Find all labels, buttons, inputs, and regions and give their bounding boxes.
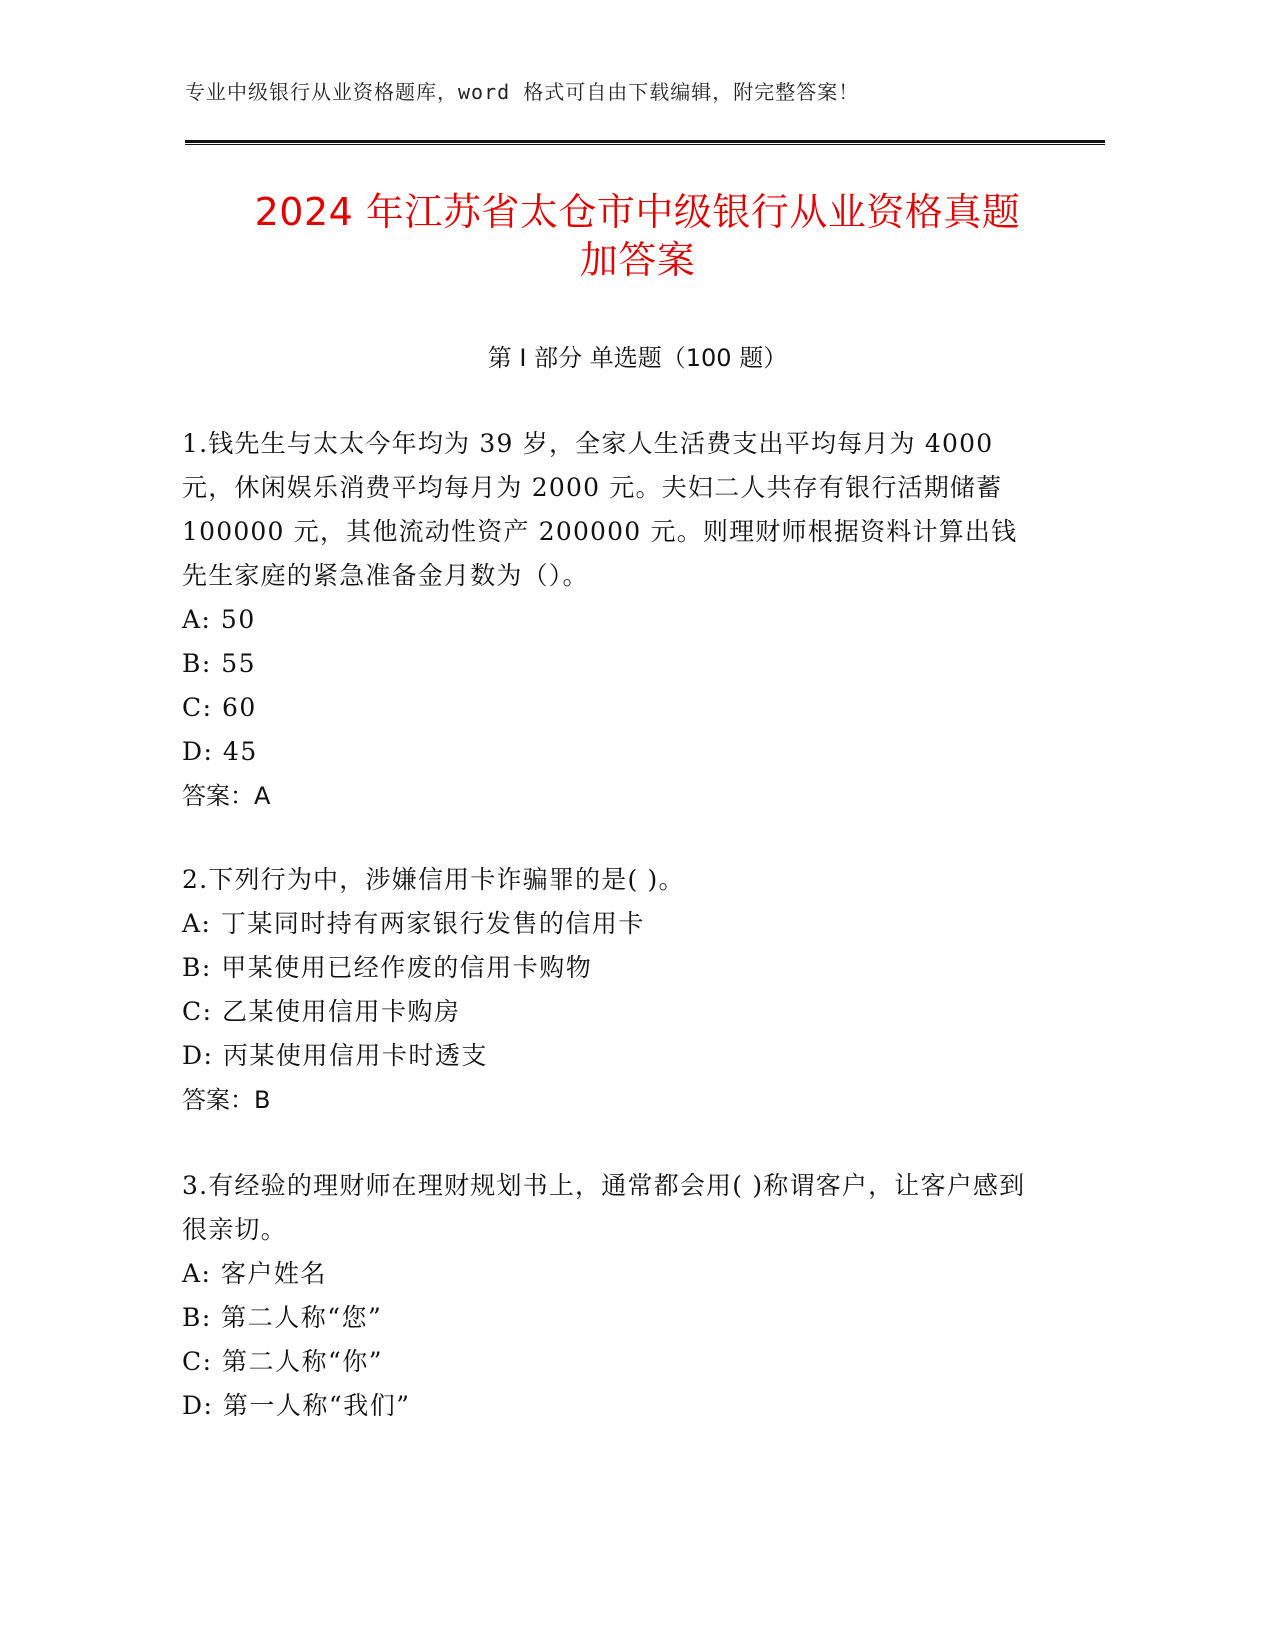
option-d: D: 45 [182, 737, 258, 766]
answer: 答案：B [182, 1086, 271, 1114]
question-1 [182, 422, 1042, 818]
option-d: D: 第一人称“我们” [182, 1391, 411, 1420]
section-title: 第 I 部分 单选题（100 题） [487, 344, 788, 372]
document-title-line-2: 加答案 [579, 238, 696, 282]
option-c: C: 乙某使用信用卡购房 [182, 997, 461, 1026]
header-divider [185, 140, 1105, 145]
option-a: A: 丁某同时持有两家银行发售的信用卡 [182, 909, 645, 938]
question-stem: 2.下列行为中，涉嫌信用卡诈骗罪的是( )。 [182, 865, 685, 894]
option-d: D: 丙某使用信用卡时透支 [182, 1041, 488, 1070]
question-3 [182, 1164, 1042, 1428]
option-c: C: 第二人称“你” [182, 1347, 384, 1376]
option-b: B: 55 [182, 649, 257, 678]
page-header-text: 专业中级银行从业资格题库，word 格式可自由下载编辑，附完整答案！ [185, 80, 860, 104]
option-b: B: 第二人称“您” [182, 1303, 383, 1332]
document-title [110, 188, 1165, 284]
question-stem: 1.钱先生与太太今年均为 39 岁，全家人生活费支出平均每月为 4000 元，休闲娱乐消费平均每月为 2000 元。夫妇二人共存有银行活期储蓄 100000 元，其他流动性资产 200000 元。则理财师根据资料计算出钱先生家庭的紧急准备金月数为（）。 [182, 429, 1018, 590]
question-stem: 3.有经验的理财师在理财规划书上，通常都会用( )称谓客户，让客户感到很亲切。 [182, 1171, 1026, 1244]
question-2 [182, 858, 1042, 1122]
answer: 答案：A [182, 782, 271, 810]
option-a: A: 50 [182, 605, 256, 634]
option-a: A: 客户姓名 [182, 1259, 327, 1288]
option-b: B: 甲某使用已经作废的信用卡购物 [182, 953, 593, 982]
option-c: C: 60 [182, 693, 257, 722]
document-title-line-1: 2024 年江苏省太仓市中级银行从业资格真题 [254, 190, 1021, 234]
